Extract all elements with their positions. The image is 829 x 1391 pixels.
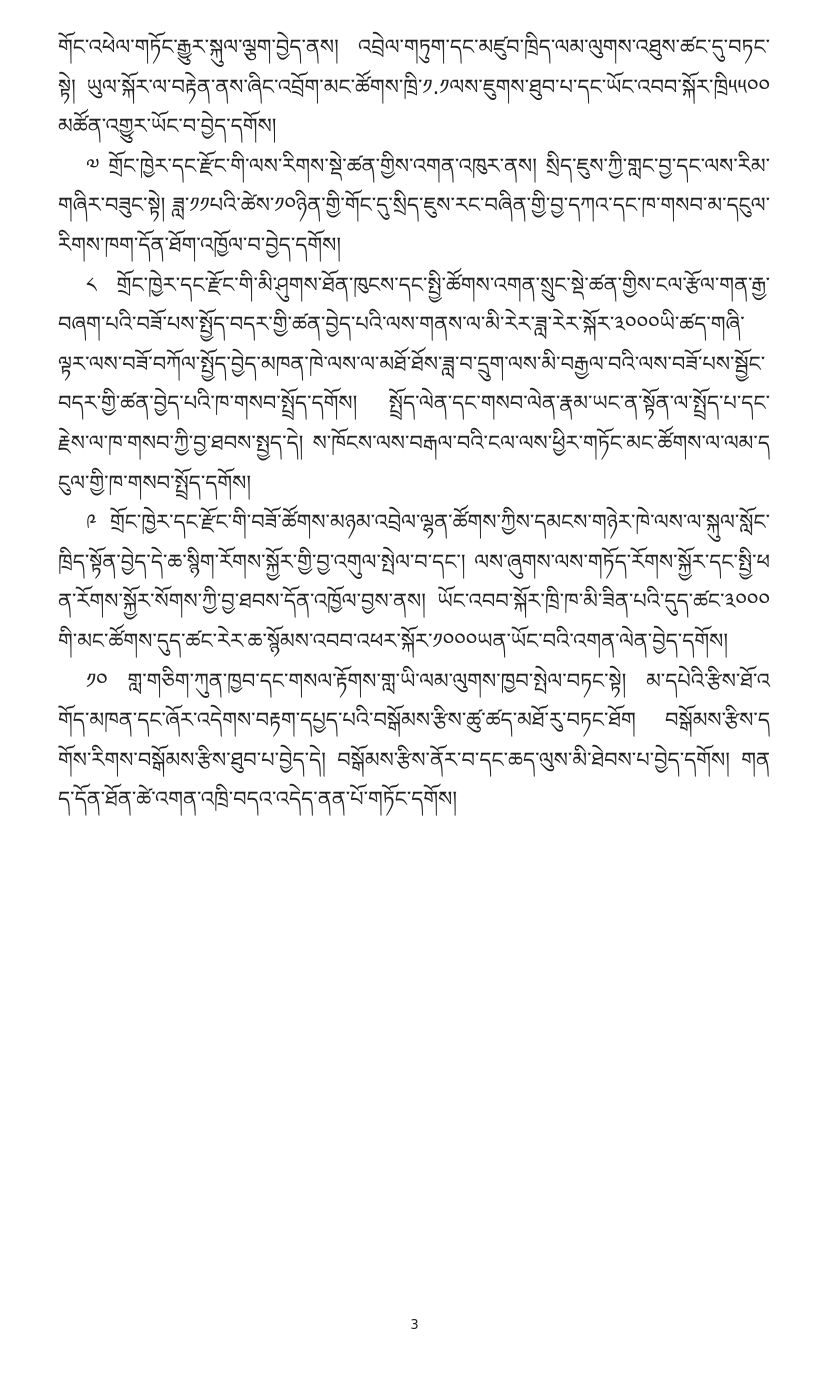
paragraph-item-9: ༩ གྲོང་ཁྱེར་དང་རྫོང་གི་བཟོ་ཚོགས་མཉམ་འབྲེལ་ལྷན་ཚོགས་ཀྱིས་དམངས་གཉེར་ཁེ་ལས་ལ་སྐུལ་སློང་ཁྲིད་སྟོན་བྱེད་དེ་ཆ་སྙིག་རོགས་སྐྱོར་གྱི་བྱ་འགུལ་སྤེལ་བ་དང་། ལས་ཞུགས་ལས་གཏོད་རོགས་སྐྱོར་དང་སྤྱི་ཕན་རོགས་སྐྱོར་སོགས་ཀྱི་བྱ་ཐབས་དོན་འཁྱོལ་བྱས་ནས། ཡོང་འབབ་སྐོར་ཁྲི་ཁ་མི་ཟིན་པའི་དུད་ཚང་༣༠༠༠གི་མང་ཚོགས་དུད་ཚང་རེར་ཆ་སྙོམས་འབབ་འཕར་སྐོར་༡༠༠༠ཡན་ཡོང་བའི་འགན་ལེན་བྱེད་དགོས། (58, 510, 770, 653)
page-number: 3 (410, 1318, 419, 1333)
paragraph-continuation: གོང་འཕེལ་གཏོང་རྒྱུར་སྐུལ་ལྕག་བྱེད་ནས། འབྲེལ་གཏུག་དང་མཛུབ་ཁྲིད་ལམ་ལུགས་འཐུས་ཚང་དུ་བཏང་སྟེ། ཡུལ་སྐོར་ལ་བརྟེན་ནས་ཞིང་འབྲོག་མང་ཚོགས་ཁྲི་༡.༡ལས་ཇུགས་ཐུབ་པ་དང་ཡོང་འབབ་སྐོར་ཁྲི༥༥༠༠མཚོན་འགྱུར་ཡོང་བ་བྱེད་དགོས། (58, 35, 770, 139)
paragraph-item-8: ༨ གྲོང་ཁྱེར་དང་རྫོང་གི་མི་ཤུགས་ཐོན་ཁུངས་དང་སྤྱི་ཚོགས་འགན་སྲུང་སྡེ་ཚན་གྱིས་ངལ་རྩོལ་གན་རྒྱ་བཞག་པའི་བཟོ་པས་སྤྱོད་བདར་གྱི་ཚན་བྱེད་པའི་ལས་གནས་ལ་མི་རེར་ཟླ་རེར་སྐོར་༣༠༠༠ཡི་ཚད་གཞི་ལྟར་ལས་བཟོ་བཀོལ་སྤྱོད་བྱེད་མཁན་ཁེ་ལས་ལ་མཐོ་ཐོས་ཟླ་བ་དྲུག་ལས་མི་བརྒྱལ་བའི་ལས་བཟོ་པས་སྦྱོང་བདར་གྱི་ཚན་བྱེད་པའི་ཁ་གསབ་སྤྲོད་དགོས། སྤྲོད་ལེན་དང་གསབ་ལེན་རྣམ་ཡང་ན་སྟོན་ལ་སྤྲོད་པ་དང་རྗེས་ལ་ཁ་གསབ་ཀྱི་བྱ་ཐབས་སྤྱད་དེ། ས་ཁོངས་ལས་བརྒལ་བའི་ངལ་ལས་ཕྱིར་གཏོང་མང་ཚོགས་ལ་ལམ་དངུལ་གྱི་ཁ་གསབ་སྤྲོད་དགོས། (58, 272, 770, 495)
body-text (58, 28, 770, 820)
paragraph-item-7: ༧ གྲོང་ཁྱེར་དང་རྫོང་གི་ལས་རིགས་སྡེ་ཚན་གྱིས་འགན་འཁུར་ནས། སྲིད་ཇུས་ཀྱི་གླང་བྱ་དང་ལས་རིམ་གཞིར་བཟུང་སྟེ། ཟླ་༡༡པའི་ཚེས་༡༠ཉིན་གྱི་གོང་དུ་སྲིད་ཇུས་རང་བཞིན་གྱི་བྱ་དཀའ་དང་ཁ་གསབ་མ་དངུལ་རིགས་ཁག་དོན་ཐོག་འཁྱོལ་བ་བྱེད་དགོས། (58, 153, 770, 257)
paragraph-item-10: ༡༠ གླ་གཅིག་ཀུན་ཁྱབ་དང་གསལ་རྟོགས་གླ་ཡི་ལམ་ལུགས་ཁྱབ་སྤེལ་བཏང་སྟེ། མ་དཔེའི་རྩིས་ཐོ་འགོད་མཁན་དང་ཞོར་འདེགས་བརྟག་དཔྱད་པའི་བསྒོམས་རྩིས་ཚུ་ཚད་མཐོ་རུ་བཏང་ཐོག བསྒོམས་རྩིས་དགོས་རིགས་བསྒོམས་རྩིས་ཐུབ་པ་བྱེད་དེ། བསྒོམས་རྩིས་ནོར་བ་དང་ཆད་ལུས་མི་ཐེབས་པ་བྱེད་དགོས། གནད་དོན་ཐོན་ཚེ་འགན་འཁྲི་བདའ་འདེད་ནན་པོ་གཏོང་དགོས། (58, 668, 770, 812)
